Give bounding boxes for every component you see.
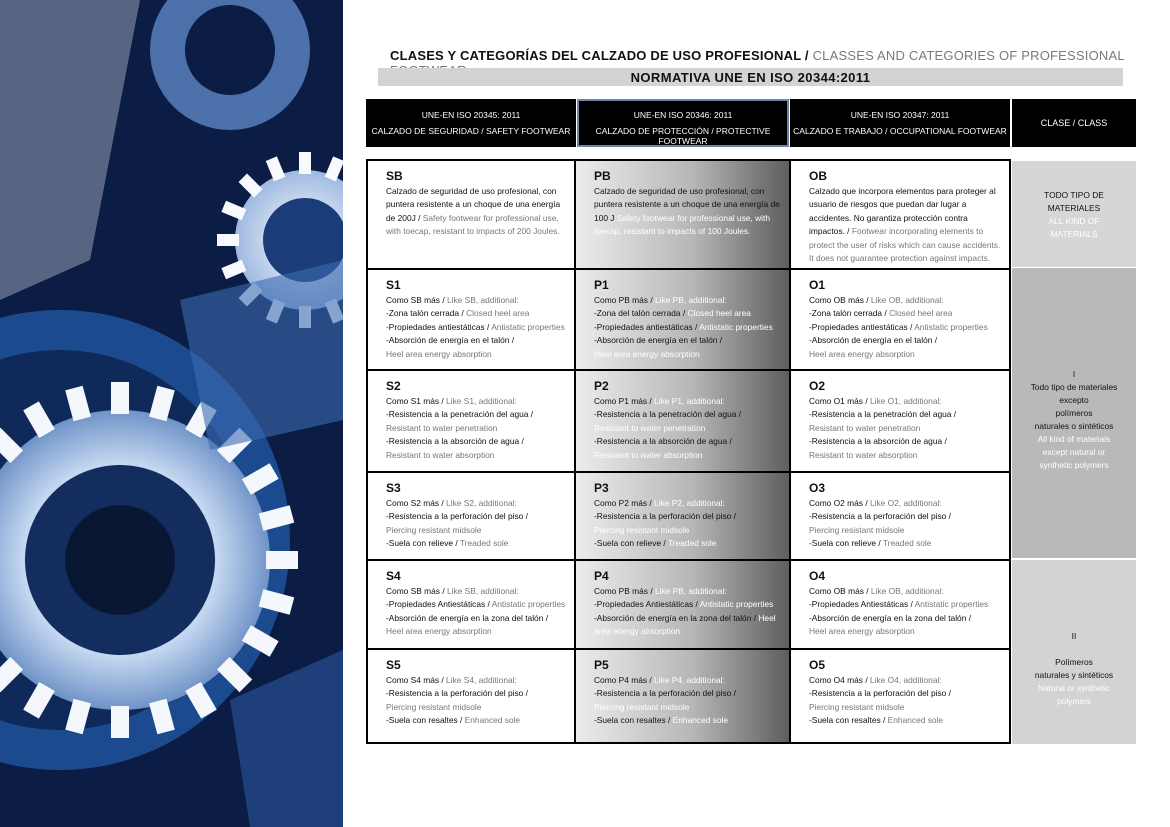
class-block xyxy=(1012,161,1136,267)
description-line xyxy=(386,408,566,421)
description-line xyxy=(809,497,1001,510)
spanish-text: -Absorción de energía en la zona del talón / xyxy=(594,612,759,623)
english-text: Like PB, additional: xyxy=(654,586,727,596)
class-text-es: Todo tipo de materiales excepto xyxy=(1030,382,1118,405)
spanish-text: -Resistencia a la absorción de agua / xyxy=(594,436,732,447)
table-row xyxy=(368,369,1009,471)
description-line xyxy=(594,497,781,510)
table-row xyxy=(368,268,1009,369)
spanish-text: -Absorción de energía en el talón / xyxy=(594,335,723,346)
english-text: Antistatic properties xyxy=(914,321,988,332)
class-text-en: polymers xyxy=(1057,696,1091,706)
english-text: Like O4, additional: xyxy=(869,675,942,685)
occupational-footwear-cell xyxy=(789,650,1009,742)
english-text: Enhanced sole xyxy=(887,715,944,726)
spanish-text: Como P1 más / xyxy=(594,396,655,406)
english-text: Resistant to water absorption xyxy=(594,449,703,460)
english-text: Treaded sole xyxy=(882,538,932,549)
description-line xyxy=(594,449,781,462)
description-line xyxy=(386,334,566,347)
description-line xyxy=(386,422,566,435)
spanish-text: -Resistencia a la absorción de agua / xyxy=(809,436,947,447)
safety-footwear-cell xyxy=(368,270,576,369)
safety-footwear-cell xyxy=(368,161,576,268)
spanish-text: -Absorción de energía en el talón / xyxy=(386,335,515,346)
description-line xyxy=(594,185,781,239)
english-text: Antistatic properties xyxy=(914,599,989,610)
description-line xyxy=(594,307,781,320)
english-text: Resistant to water penetration xyxy=(386,422,498,433)
category-code: O5 xyxy=(809,658,826,672)
spanish-text: -Resistencia a la perforación del piso / xyxy=(386,511,528,522)
description-line xyxy=(386,185,566,239)
category-code: OB xyxy=(809,169,827,183)
description-line xyxy=(594,585,781,598)
description-line xyxy=(594,714,781,727)
category-code: S3 xyxy=(386,481,401,495)
spanish-text: -Resistencia a la penetración del agua / xyxy=(809,409,957,420)
class-text-es xyxy=(1016,643,1132,656)
description-line xyxy=(809,395,1001,408)
spanish-text: -Resistencia a la perforación del piso / xyxy=(809,688,951,699)
description-line xyxy=(386,435,566,448)
class-text-en: MATERIALS xyxy=(1050,229,1098,239)
category-code: P3 xyxy=(594,481,609,495)
spanish-text: Como PB más / xyxy=(594,295,655,305)
header-standard: UNE-EN ISO 20347: 2011 xyxy=(850,110,950,120)
description-line xyxy=(386,510,566,523)
category-code: S1 xyxy=(386,278,401,292)
description-line xyxy=(594,334,781,347)
protective-footwear-cell xyxy=(576,650,789,742)
description-line xyxy=(386,294,566,307)
english-text: Like P4, additional: xyxy=(654,675,725,685)
english-text: Antistatic properties xyxy=(699,321,773,332)
safety-footwear-cell xyxy=(368,650,576,742)
category-code: PB xyxy=(594,169,611,183)
table-row xyxy=(368,161,1009,268)
title-spanish: CLASES Y CATEGORÍAS DEL CALZADO DE USO PROFESIONAL / xyxy=(390,48,813,63)
title-english: CLASSES AND CATEGORIES OF PROFESSIONAL xyxy=(812,48,1125,63)
english-text: Heel area energy absorption xyxy=(809,626,915,637)
class-block xyxy=(1012,560,1136,744)
description-line xyxy=(594,422,781,435)
header-standard: UNE-EN ISO 20345: 2011 xyxy=(421,110,521,120)
english-text: Like P2, additional: xyxy=(654,498,725,508)
description-line xyxy=(809,307,1001,320)
class-text-es: polímeros xyxy=(1055,408,1093,418)
english-text: Heel area energy absorption xyxy=(809,348,915,359)
description-line xyxy=(809,321,1001,334)
class-block xyxy=(1012,268,1136,558)
class-text-en: except natural or xyxy=(1042,447,1106,457)
class-text-es: Polímeros xyxy=(1055,657,1093,667)
class-text-es: naturales o sintéticos xyxy=(1034,421,1114,431)
english-text: Footwear incorporating elements to protect the user of risks which can cause accidents. It does not guarantee protection against impacts. xyxy=(809,226,1001,264)
english-text: Enhanced sole xyxy=(672,715,729,726)
category-code: S2 xyxy=(386,379,401,393)
spanish-text: -Resistencia a la penetración del agua / xyxy=(594,409,742,420)
spanish-text: -Suela con relieve / xyxy=(386,538,460,549)
english-text: Like S1, additional: xyxy=(446,396,517,406)
spanish-text: -Zona del talón cerrada / xyxy=(594,308,688,319)
english-text: Closed heel area xyxy=(889,308,953,319)
description-line xyxy=(809,625,1001,638)
description-line xyxy=(386,524,566,537)
english-text: Heel area energy absorption xyxy=(594,348,700,359)
english-text: Like S2, additional: xyxy=(446,498,517,508)
english-text: Antistatic properties xyxy=(491,599,566,610)
spanish-text: Calzado de seguridad de uso profesional, con puntera resistente a un choque de una energía de 100 J xyxy=(594,186,780,223)
english-text: Like S4, additional: xyxy=(446,675,517,685)
description-line xyxy=(386,348,566,361)
description-line xyxy=(809,185,1001,265)
protective-footwear-cell xyxy=(576,371,789,471)
spanish-text: -Propiedades antiestáticas / xyxy=(809,321,915,332)
english-text: Piercing resistant midsole xyxy=(386,701,482,712)
spanish-text: Como SB más / xyxy=(386,295,447,305)
category-code: P4 xyxy=(594,569,609,583)
spanish-text: -Absorción de energía en la zona del talón / xyxy=(809,612,972,623)
category-code: S4 xyxy=(386,569,401,583)
spanish-text: Como S1 más / xyxy=(386,396,447,406)
table-row xyxy=(368,471,1009,559)
description-line xyxy=(809,701,1001,714)
spanish-text: Como S4 más / xyxy=(386,675,447,685)
spanish-text: -Resistencia a la absorción de agua / xyxy=(386,436,524,447)
description-line xyxy=(386,537,566,550)
protective-footwear-cell xyxy=(576,561,789,648)
description-line xyxy=(809,714,1001,727)
english-text: Piercing resistant midsole xyxy=(809,524,905,535)
spanish-text: -Suela con relieve / xyxy=(809,538,883,549)
spanish-text: Como P4 más / xyxy=(594,675,655,685)
english-text: Antistatic properties xyxy=(699,599,774,610)
spanish-text: -Suela con resaltes / xyxy=(809,715,888,726)
english-text: Like SB, additional: xyxy=(446,586,519,596)
spanish-text: -Resistencia a la perforación del piso / xyxy=(594,688,736,699)
description-line xyxy=(809,348,1001,361)
spanish-text: Calzado que incorpora elementos para proteger al usuario de riesgos que puedan dar lugar a accidentes. No garantiza protección contra impactos. / xyxy=(809,186,996,237)
class-text-es: TODO TIPO DE xyxy=(1044,190,1104,200)
english-text: Piercing resistant midsole xyxy=(594,701,690,712)
description-line xyxy=(386,714,566,727)
english-text: Piercing resistant midsole xyxy=(809,701,905,712)
description-line xyxy=(809,524,1001,537)
class-text-es: naturales y sintéticos xyxy=(1034,670,1114,680)
description-line xyxy=(594,408,781,421)
description-line xyxy=(809,674,1001,687)
description-line xyxy=(594,524,781,537)
description-line xyxy=(594,537,781,550)
spanish-text: -Propiedades antiestáticas / xyxy=(386,321,492,332)
description-line xyxy=(386,307,566,320)
english-text: Resistant to water penetration xyxy=(594,422,706,433)
spanish-text: Como OB más / xyxy=(809,295,871,305)
english-text: Heel area energy absorption xyxy=(386,348,492,359)
english-text: Like O2, additional: xyxy=(869,498,942,508)
class-text-es: II xyxy=(1071,631,1077,641)
description-line xyxy=(594,395,781,408)
english-text: Resistant to water absorption xyxy=(809,449,918,460)
occupational-footwear-cell xyxy=(789,561,1009,648)
description-line xyxy=(809,585,1001,598)
spanish-text: -Propiedades Antiestáticas / xyxy=(809,599,915,610)
description-line xyxy=(594,294,781,307)
english-text: Like O1, additional: xyxy=(869,396,942,406)
occupational-footwear-cell xyxy=(789,270,1009,369)
gears-photo xyxy=(0,0,343,827)
description-line xyxy=(386,687,566,700)
description-line xyxy=(386,497,566,510)
safety-footwear-cell xyxy=(368,561,576,648)
gears-illustration xyxy=(0,0,343,827)
description-line xyxy=(594,510,781,523)
header-occupational-footwear xyxy=(790,99,1010,147)
spanish-text: Como P2 más / xyxy=(594,498,655,508)
description-line xyxy=(386,598,566,611)
spanish-text: -Suela con resaltes / xyxy=(386,715,465,726)
protective-footwear-cell xyxy=(576,270,789,369)
spanish-text: Como O2 más / xyxy=(809,498,870,508)
description-line xyxy=(594,348,781,361)
spanish-text: Como SB más / xyxy=(386,586,447,596)
description-line xyxy=(594,321,781,334)
category-code: P2 xyxy=(594,379,609,393)
description-line xyxy=(594,674,781,687)
spanish-text: -Propiedades antiestáticas / xyxy=(594,321,700,332)
spanish-text: -Propiedades Antiestáticas / xyxy=(594,599,700,610)
header-protective-footwear xyxy=(577,99,789,147)
description-line xyxy=(809,408,1001,421)
description-line xyxy=(809,537,1001,550)
spanish-text: -Resistencia a la perforación del piso / xyxy=(386,688,528,699)
description-line xyxy=(594,687,781,700)
header-class: CLASE / CLASS xyxy=(1012,99,1136,147)
description-line xyxy=(386,612,566,625)
safety-footwear-cell xyxy=(368,371,576,471)
table-row xyxy=(368,559,1009,648)
spanish-text: -Resistencia a la perforación del piso / xyxy=(594,511,736,522)
description-line xyxy=(809,435,1001,448)
english-text: Antistatic properties xyxy=(491,321,565,332)
protective-footwear-cell xyxy=(576,161,789,268)
table-row xyxy=(368,648,1009,742)
spanish-text: -Suela con relieve / xyxy=(594,538,668,549)
header-category: CALZADO E TRABAJO / OCCUPATIONAL FOOTWEAR xyxy=(793,126,1007,136)
header-category: CALZADO DE PROTECCIÓN / PROTECTIVE FOOTWEAR xyxy=(595,126,771,146)
description-line xyxy=(809,510,1001,523)
occupational-footwear-cell xyxy=(789,371,1009,471)
english-text: Piercing resistant midsole xyxy=(594,524,690,535)
header-standard: UNE-EN ISO 20346: 2011 xyxy=(633,110,733,120)
english-text: Like OB, additional: xyxy=(870,295,944,305)
footwear-table xyxy=(366,159,1011,744)
description-line xyxy=(386,449,566,462)
description-line xyxy=(594,701,781,714)
description-line xyxy=(809,294,1001,307)
description-line xyxy=(809,612,1001,625)
spanish-text: -Zona talón cerrada / xyxy=(809,308,890,319)
spanish-text: -Absorción de energía en el talón / xyxy=(809,335,938,346)
description-line xyxy=(386,321,566,334)
english-text: Safety footwear for professional use, with toecap, resistant to impacts of 100 Joules. xyxy=(594,212,770,237)
description-line xyxy=(809,422,1001,435)
safety-footwear-cell xyxy=(368,473,576,559)
english-text: Like PB, additional: xyxy=(654,295,727,305)
english-text: Resistant to water absorption xyxy=(386,449,495,460)
spanish-text: Como O4 más / xyxy=(809,675,870,685)
spanish-text: -Suela con resaltes / xyxy=(594,715,673,726)
spanish-text: Como S2 más / xyxy=(386,498,447,508)
english-text: Like SB, additional: xyxy=(446,295,519,305)
occupational-footwear-cell xyxy=(789,161,1009,268)
description-line xyxy=(386,701,566,714)
description-line xyxy=(809,598,1001,611)
english-text: Heel area energy absorption xyxy=(386,626,492,637)
description-line xyxy=(594,435,781,448)
header-category: CALZADO DE SEGURIDAD / SAFETY FOOTWEAR xyxy=(371,126,571,136)
class-text-es: MATERIALES xyxy=(1047,203,1101,213)
category-code: O1 xyxy=(809,278,826,292)
spanish-text: -Zona talón cerrada / xyxy=(386,308,467,319)
english-text: Safety footwear for professional use, with toecap, resistant to impacts of 200 Joules. xyxy=(386,212,560,237)
protective-footwear-cell xyxy=(576,473,789,559)
header-safety-footwear xyxy=(366,99,576,147)
category-code: O3 xyxy=(809,481,826,495)
class-text-es: I xyxy=(1072,369,1076,379)
description-line xyxy=(386,395,566,408)
spanish-text: -Resistencia a la perforación del piso / xyxy=(809,511,951,522)
category-code: O4 xyxy=(809,569,826,583)
spanish-text: Como PB más / xyxy=(594,586,655,596)
category-code: SB xyxy=(386,169,403,183)
english-text: Like P1, additional: xyxy=(654,396,725,406)
spanish-text: Calzado de seguridad de uso profesional, con puntera resistente a un choque de una energía de 200J / xyxy=(386,186,561,223)
description-line xyxy=(809,687,1001,700)
spanish-text: Como O1 más / xyxy=(809,396,870,406)
norm-banner: NORMATIVA UNE EN ISO 20344:2011 xyxy=(378,68,1123,86)
spanish-text: -Resistencia a la penetración del agua / xyxy=(386,409,534,420)
category-code: S5 xyxy=(386,658,401,672)
english-text: Closed heel area xyxy=(466,308,530,319)
english-text: Treaded sole xyxy=(667,538,717,549)
description-line xyxy=(809,334,1001,347)
occupational-footwear-cell xyxy=(789,473,1009,559)
category-code: O2 xyxy=(809,379,826,393)
description-line xyxy=(386,674,566,687)
description-line xyxy=(386,625,566,638)
english-text: Resistant to water penetration xyxy=(809,422,921,433)
class-text-en: All kind of materials xyxy=(1037,434,1111,444)
class-text-en: Natural or synthetic xyxy=(1037,683,1111,693)
english-text: Like OB, additional: xyxy=(870,586,944,596)
description-line xyxy=(594,612,781,639)
english-text: Heel area energy absorption xyxy=(594,612,776,637)
class-text-en: synthetic polymers xyxy=(1039,460,1109,470)
description-line xyxy=(809,449,1001,462)
english-text: Piercing resistant midsole xyxy=(386,524,482,535)
class-text-en: ALL KIND OF xyxy=(1048,216,1100,226)
spanish-text: -Absorción de energía en la zona del talón / xyxy=(386,612,549,623)
category-code: P1 xyxy=(594,278,609,292)
spanish-text: -Propiedades Antiestáticas / xyxy=(386,599,492,610)
english-text: Enhanced sole xyxy=(464,715,521,726)
spanish-text: Como OB más / xyxy=(809,586,871,596)
english-text: Treaded sole xyxy=(459,538,509,549)
category-code: P5 xyxy=(594,658,609,672)
description-line xyxy=(386,585,566,598)
english-text: Closed heel area xyxy=(687,308,751,319)
description-line xyxy=(594,598,781,611)
